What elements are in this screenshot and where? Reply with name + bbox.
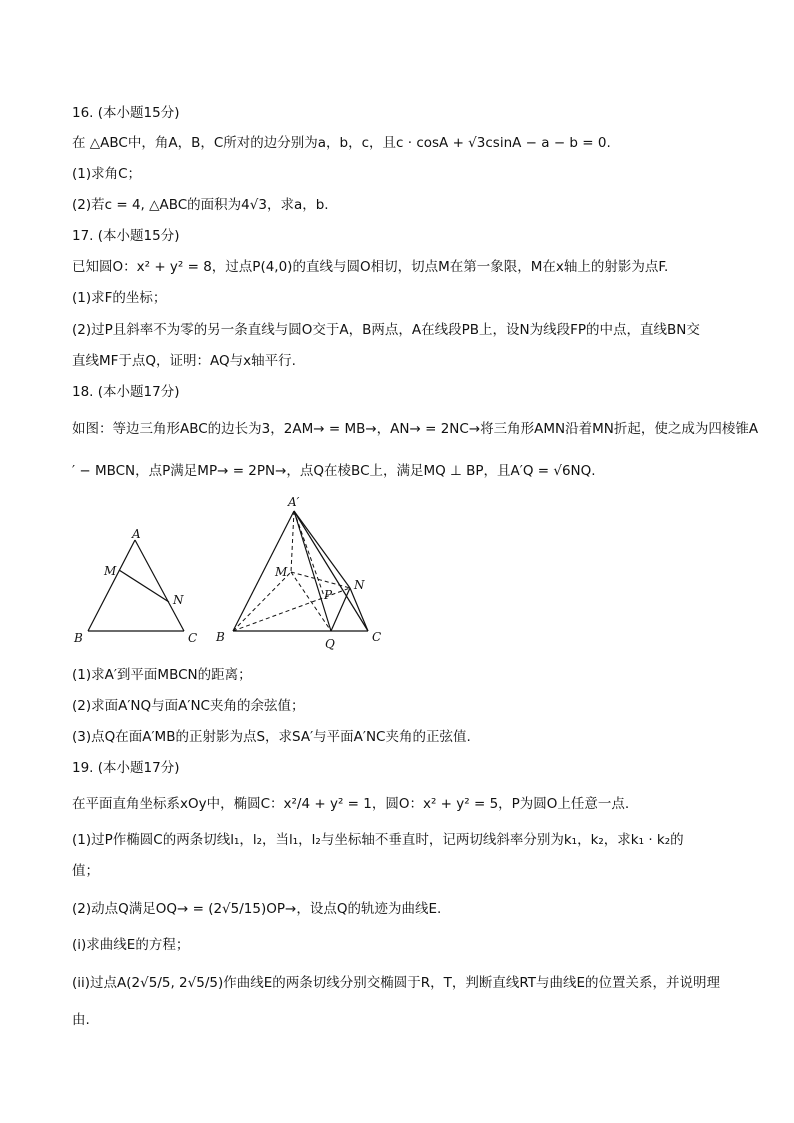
- geometry-figures: [66, 490, 406, 660]
- problem-17-header: 17. (本小题15分): [72, 228, 180, 244]
- problem-17-part-1: (1)求F的坐标；: [72, 290, 167, 306]
- problem-18-statement-cont: ′ − MBCN，点P满足MP→ = 2PN→，点Q在棱BC上，满足MQ ⊥ BP，且A′Q = √6NQ.: [72, 463, 596, 479]
- problem-16-header: 16. (本小题15分): [72, 105, 180, 121]
- problem-16-part-2: (2)若c = 4, △ABC的面积为4√3，求a，b.: [72, 197, 329, 213]
- problem-18-statement: 如图：等边三角形ABC的边长为3，2AM→ = MB→，AN→ = 2NC→将三角形AMN沿着MN折起，使之成为四棱锥A: [72, 421, 759, 437]
- problem-17-statement: 已知圆O：x² + y² = 8，过点P(4,0)的直线与圆O相切，切点M在第一象限，M在x轴上的射影为点F.: [72, 259, 669, 275]
- problem-18-question-3: (3)点Q在面A′MB的正射影为点S，求SA′与平面A′NC夹角的正弦值.: [72, 729, 471, 745]
- label-P: P: [324, 588, 333, 602]
- problem-19-part-2-ii: (ii)过点A(2√5/5, 2√5/5)作曲线E的两条切线分别交椭圆于R，T，判断直线RT与曲线E的位置关系，并说明理: [72, 975, 721, 991]
- problem-19-part-2-ii-cont: 由.: [72, 1012, 90, 1028]
- problem-19-part-1: (1)过P作椭圆C的两条切线l₁，l₂，当l₁，l₂与坐标轴不垂直时，记两切线斜率分别为k₁，k₂，求k₁ · k₂的: [72, 832, 684, 848]
- problem-19-part-2: (2)动点Q满足OQ→ = (2√5/15)OP→，设点Q的轨迹为曲线E.: [72, 901, 442, 917]
- problem-19-part-1-cont: 值；: [72, 863, 99, 879]
- pyramid-figure: [215, 495, 381, 651]
- problem-17-part-2: (2)过P且斜率不为零的另一条直线与圆O交于A，B两点，A在线段PB上，设N为线段FP的中点，直线BN交: [72, 322, 700, 338]
- label-Q: Q: [325, 637, 335, 651]
- label-A-prime: A′: [288, 495, 300, 509]
- label-B: B: [74, 631, 83, 645]
- label-M2: M: [275, 565, 288, 579]
- label-A: A: [132, 527, 141, 541]
- problem-18-question-1: (1)求A′到平面MBCN的距离；: [72, 667, 252, 683]
- problem-16-part-1: (1)求角C；: [72, 166, 142, 182]
- label-M: M: [104, 564, 117, 578]
- problem-18-header: 18. (本小题17分): [72, 384, 180, 400]
- problem-18-question-2: (2)求面A′NQ与面A′NC夹角的余弦值；: [72, 698, 305, 714]
- label-N2: N: [354, 578, 365, 592]
- triangle-figure: [73, 527, 197, 645]
- problem-19-statement: 在平面直角坐标系xOy中，椭圆C：x²/4 + y² = 1，圆O：x² + y² = 5，P为圆O上任意一点.: [72, 796, 630, 812]
- problem-19-part-2-i: (i)求曲线E的方程；: [72, 937, 190, 953]
- problem-16-statement: 在 △ABC中，角A，B，C所对的边分别为a，b，c，且c · cosA + √3csinA − a − b = 0.: [72, 135, 611, 151]
- label-N: N: [173, 593, 184, 607]
- problem-19-header: 19. (本小题17分): [72, 760, 180, 776]
- label-C: C: [188, 631, 198, 645]
- label-B2: B: [216, 630, 225, 644]
- label-C2: C: [372, 630, 382, 644]
- problem-17-part-2-cont: 直线MF于点Q，证明：AQ与x轴平行.: [72, 353, 296, 369]
